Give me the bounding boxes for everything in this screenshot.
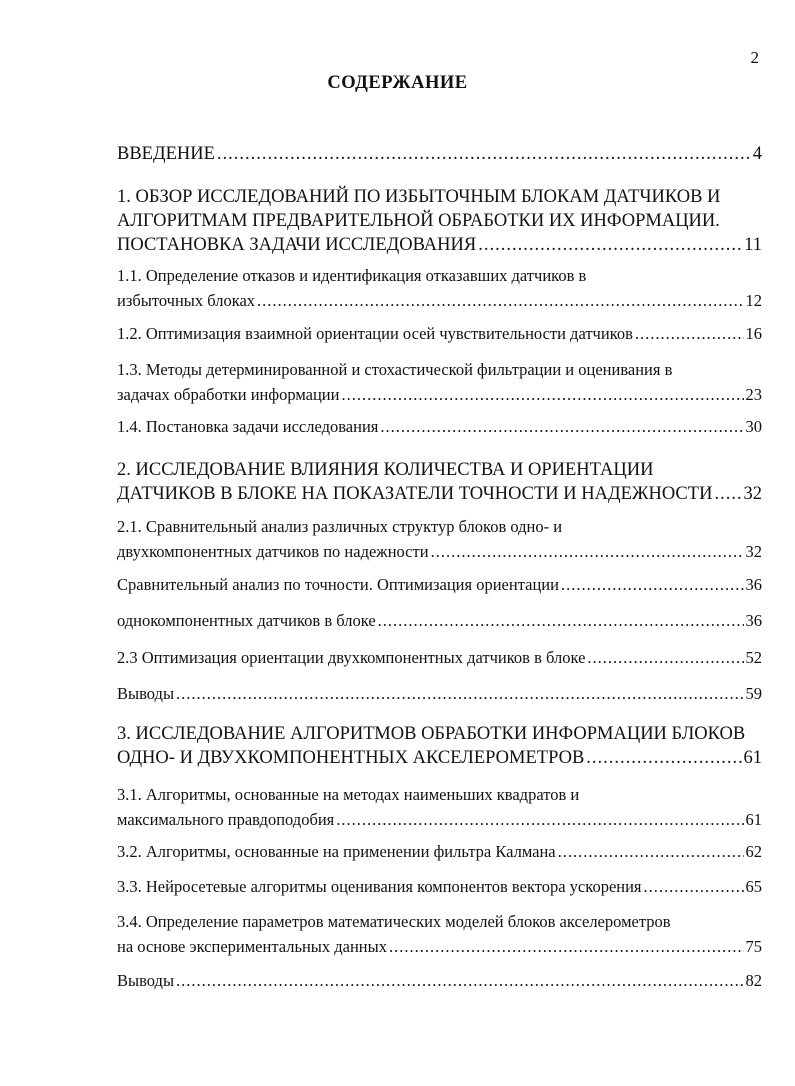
toc-entry-conclusions-3: Выводы ..... 82 bbox=[117, 968, 762, 993]
toc-entry-section-2-3: 2.3 Оптимизация ориентации двухкомпонентных датчиков в блоке ..... 52 bbox=[117, 645, 762, 670]
toc-entry-section-2-2-continued: однокомпонентных датчиков в блоке ..... 36 bbox=[117, 608, 762, 633]
toc-entry-conclusions-2: Выводы ..... 59 bbox=[117, 681, 762, 706]
toc-entry-section-3-1: 3.1. Алгоритмы, основанные на методах наименьших квадратов и максимального правдоподобия ..... 61 bbox=[117, 782, 762, 832]
toc-entry-section-3-4: 3.4. Определение параметров математических моделей блоков акселерометров на основе экспериментальных данных ..... 75 bbox=[117, 909, 762, 959]
toc-entry-section-1-3: 1.3. Методы детерминированной и стохастической фильтрации и оценивания в задачах обработки информации ..... 23 bbox=[117, 357, 762, 407]
toc-entry-section-2-2: Сравнительный анализ по точности. Оптимизация ориентации ..... 36 bbox=[117, 572, 762, 597]
toc-entry-section-3-3: 3.3. Нейросетевые алгоритмы оценивания компонентов вектора ускорения ..... 65 bbox=[117, 874, 762, 899]
toc-entry-chapter-3: 3. ИССЛЕДОВАНИЕ АЛГОРИТМОВ ОБРАБОТКИ ИНФОРМАЦИИ БЛОКОВ ОДНО- И ДВУХКОМПОНЕНТНЫХ АКСЕЛЕРОМЕТРОВ ..... 61 bbox=[117, 722, 762, 770]
page-title: СОДЕРЖАНИЕ bbox=[327, 73, 468, 93]
page-number: 2 bbox=[750, 48, 759, 67]
toc-entry-section-3-2: 3.2. Алгоритмы, основанные на применении фильтра Калмана ..... 62 bbox=[117, 839, 762, 864]
toc-entry-chapter-1: 1. ОБЗОР ИССЛЕДОВАНИЙ ПО ИЗБЫТОЧНЫМ БЛОКАМ ДАТЧИКОВ И АЛГОРИТМАМ ПРЕДВАРИТЕЛЬНОЙ ОБРАБОТКИ ИХ ИНФОРМАЦИИ. ПОСТАНОВКА ЗАДАЧИ ИССЛЕДОВАНИЯ ..... 11 bbox=[117, 185, 762, 257]
toc-entry-introduction: ВВЕДЕНИЕ ..... 4 bbox=[117, 142, 762, 166]
toc-entry-section-1-1: 1.1. Определение отказов и идентификация отказавших датчиков в избыточных блоках ..... 12 bbox=[117, 263, 762, 313]
toc-entry-chapter-2: 2. ИССЛЕДОВАНИЕ ВЛИЯНИЯ КОЛИЧЕСТВА И ОРИЕНТАЦИИ ДАТЧИКОВ В БЛОКЕ НА ПОКАЗАТЕЛИ ТОЧНОСТИ И НАДЕЖНОСТИ ..... 32 bbox=[117, 458, 762, 506]
toc-entry-section-2-1: 2.1. Сравнительный анализ различных структур блоков одно- и двухкомпонентных датчиков по надежности ..... 32 bbox=[117, 514, 762, 564]
toc-entry-section-1-2: 1.2. Оптимизация взаимной ориентации осей чувствительности датчиков ..... 16 bbox=[117, 321, 762, 346]
toc-entry-section-1-4: 1.4. Постановка задачи исследования ..... 30 bbox=[117, 414, 762, 439]
